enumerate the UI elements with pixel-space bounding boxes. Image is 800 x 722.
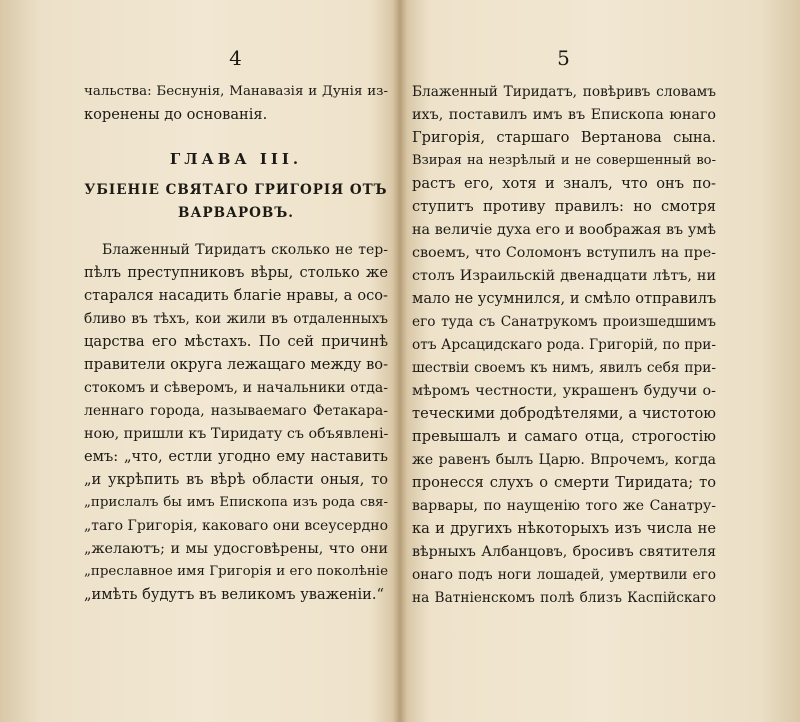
text-line: пѣлъ преступниковъ вѣры, столько же [84,264,388,281]
text-line: „желаютъ; и мы удосговѣрены, что они [84,541,388,557]
text-line: шествіи своемъ къ нимъ, явилъ себя при- [412,360,716,376]
text-line: теческими добродѣтелями, а чистотою [412,405,716,422]
text-line: онаго подъ ноги лошадей, умертвили его [412,567,716,583]
text-line: емъ: „что, естли угодно ему наставить [84,448,388,465]
text-line: Взирая на незрѣлый и не совершенный во- [412,153,716,168]
text-line: пронесся слухъ о смерти Тиридата; то [412,474,716,491]
text-line: леннаго города, называемаго Фетакара- [84,403,388,419]
chapter-title: ГЛАВА III. [169,150,303,168]
chapter-subtitle-line: УБІЕНІЕ СВЯТАГО ГРИГОРІЯ ОТЪ [84,182,388,198]
text-line: Блаженный Тиридатъ сколько не тер- [102,242,388,258]
left-page [84,0,388,722]
text-line: Блаженный Тиридатъ, повѣривъ словамъ [412,84,716,100]
text-line: варвары, по наущенію того же Санатру- [412,498,716,514]
text-line: ступитъ противу правилъ: но смотря [412,198,716,215]
text-line: чальства: Беснунія, Манавазія и Дунія из- [84,84,388,99]
text-line: Григорія, старшаго Вертанова сына. [412,129,716,146]
text-line: царства его мѣстахъ. По сей причинѣ [84,333,388,350]
text-line: на Ватніенскомъ полѣ близъ Каспійскаго [412,590,716,606]
text-line: стокомъ и сѣверомъ, и начальники отда- [84,380,388,396]
page-number-left: 4 [229,46,243,70]
text-line: отъ Арсацидскаго рода. Григорій, по при- [412,337,716,353]
text-line: коренены до основанія. [84,106,268,123]
text-line: мало не усумнился, и смѣло отправилъ [412,290,717,307]
text-line: же равенъ былъ Царю. Впрочемъ, когда [412,452,716,468]
text-line: вѣрныхъ Албанцовъ, бросивъ святителя [412,544,716,560]
text-line: бливо въ тѣхъ, кои жили въ отдаленныхъ [84,311,388,327]
text-line: столъ Израильскій двенадцати лѣтъ, ни [412,268,716,284]
text-line: ка и другихъ нѣкоторыхъ изъ числа не [412,520,716,537]
text-line: растъ его, хотя и зналъ, что онъ по- [412,175,716,192]
text-line: „имѣть будутъ въ великомъ уваженіи.“ [84,586,384,603]
text-line: его туда съ Санатрукомъ произшедшимъ [412,314,716,330]
text-line: на величіе духа его и воображая въ умѣ [412,222,716,238]
text-line: правители округа лежащаго между во- [84,356,388,373]
text-line: мѣромъ честности, украшенъ будучи о- [412,383,716,399]
text-line: ихъ, поставилъ имъ въ Епископа юнаго [412,107,716,123]
text-line: „таго Григорія, каковаго они всеусердно [84,518,389,534]
text-line: превышалъ и самаго отца, строгостію [412,428,716,445]
text-line: „преславное имя Григорія и его поколѣніе [84,564,388,579]
text-line: ною, пришли къ Тиридату съ объявлені- [84,426,389,442]
text-line: „прислалъ бы имъ Епископа изъ рода свя- [84,495,388,510]
book-gutter [392,0,408,722]
text-line: старался насадить благіе нравы, а осо- [84,287,388,304]
page-number-right: 5 [557,46,571,70]
text-line: своемъ, что Соломонъ вступилъ на пре- [412,245,716,261]
text-line: „и укрѣпить въ вѣрѣ области оныя, то [84,471,388,488]
right-page [412,0,716,722]
chapter-subtitle-line: ВАРВАРОВЪ. [178,205,294,221]
